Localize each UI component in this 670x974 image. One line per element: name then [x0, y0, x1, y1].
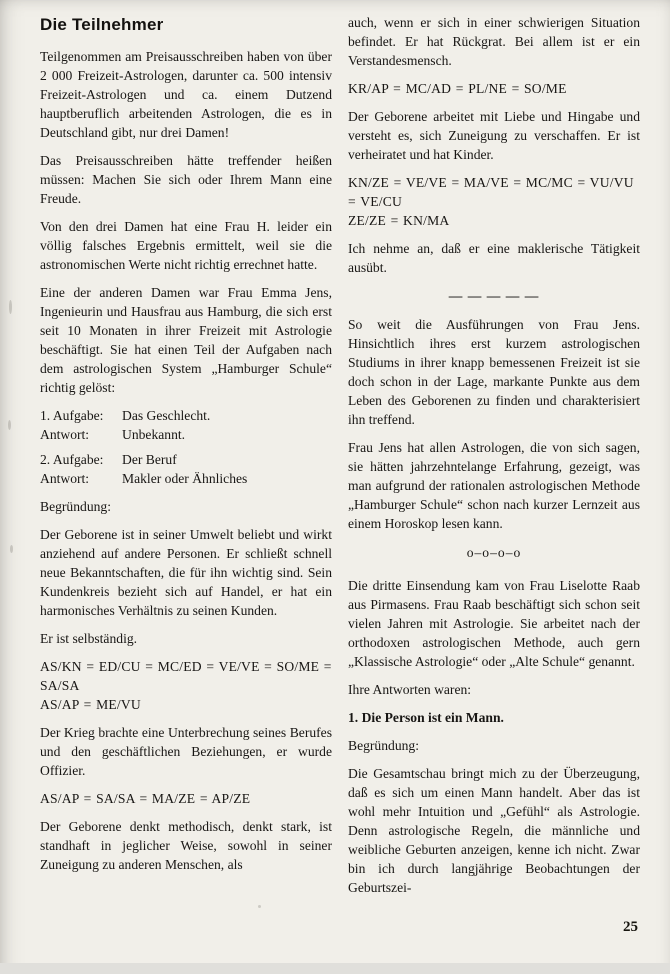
- scan-artifact: [10, 545, 13, 553]
- reasoning-block: [348, 736, 640, 897]
- astrology-formula: KN/ZE = VE/VE = MA/VE = MC/MC = VU/VU = VE/CU: [348, 175, 634, 209]
- paragraph: So weit die Ausführungen von Frau Jens. Hinsichtlich ihres erst kurzem astrologischen Studiums in ihrer knapp bemessenen Freizeit ist sie doch schon in der Lage, markante Punkte aus dem Leben des Geborenen zu finden und charakterisiert ihn treffend.: [348, 317, 640, 427]
- task-answer-list: [40, 406, 332, 488]
- astrology-formula: ZE/ZE = KN/MA: [348, 213, 450, 228]
- answer-label: Antwort:: [40, 427, 90, 442]
- section-heading: Die Teilnehmer: [40, 15, 164, 34]
- paragraph: Eine der anderen Damen war Frau Emma Jens, Ingenieurin und Hausfrau aus Hamburg, die sich erst seit 10 Monaten in ihrer Freizeit mit Astrologie beschäftigt. Sie hat einen Teil der Aufgaben nach dem astrologischen System „Hamburger Schule“ richtig gelöst:: [40, 285, 332, 395]
- scan-artifact: [8, 420, 11, 430]
- task-value: Der Beruf: [122, 452, 177, 467]
- answer-value: Makler oder Ähnliches: [122, 471, 248, 486]
- paragraph: Das Preisausschreiben hätte treffender heißen müssen: Machen Sie sich oder Ihrem Mann eine Freude.: [40, 153, 332, 206]
- reasoning-line: Er ist selbständig.: [40, 631, 138, 646]
- answer-statement: 1. Die Person ist ein Mann.: [348, 710, 504, 725]
- paragraph: auch, wenn er sich in einer schwierigen Situation befindet. Er hat Rückgrat. Bei allem ist er ein Verstandesmensch.: [348, 15, 640, 68]
- task-row: [40, 406, 332, 425]
- answer-value: Unbekannt.: [122, 427, 186, 442]
- astrology-formula: AS/KN = ED/CU = MC/ED = VE/VE = SO/ME = SA/SA: [40, 659, 332, 693]
- answer-label: Antwort:: [40, 471, 90, 486]
- reasoning-label: Begründung:: [348, 738, 419, 753]
- paragraph: Von den drei Damen hat eine Frau H. leider ein völlig falsches Ergebnis ermittelt, weil sie die astronomischen Werte nicht richtig errechnet hatte.: [40, 219, 332, 272]
- answer-row: [40, 469, 332, 488]
- task-row: [40, 450, 332, 469]
- astrology-formula: AS/AP = ME/VU: [40, 697, 141, 712]
- left-column: [40, 13, 332, 906]
- right-column: [348, 13, 640, 906]
- two-column-layout: [40, 13, 640, 906]
- scan-artifact: [9, 300, 12, 314]
- paragraph: Teilgenommen am Preisausschreiben haben von über 2 000 Freizeit-Astrologen, darunter ca. 500 intensiv Freizeit-Astrologen und ca. einem Dutzend hauptberuflich arbeitenden Astrologen, die es in Deutschland gibt, nur drei Damen!: [40, 49, 332, 140]
- paragraph: Frau Jens hat allen Astrologen, die von sich sagen, sie hätten jahrzehntelange Erfahrung, gezeigt, was man aufgrund der rationalen astrologischen Methode „Hamburger Schule“ schon nach kurzer Lernzeit aus einem Horoskop lesen kann.: [348, 440, 640, 531]
- paragraph: Der Krieg brachte eine Unterbrechung seines Berufes und den geschäftlichen Beziehungen, er wurde Offizier.: [40, 725, 332, 778]
- paragraph: Ich nehme an, daß er eine maklerische Tätigkeit ausübt.: [348, 241, 640, 275]
- astrology-formula: AS/AP = SA/SA = MA/ZE = AP/ZE: [40, 791, 251, 806]
- page-number: 25: [623, 919, 638, 935]
- answer-row: [40, 425, 332, 444]
- reasoning-text: Der Geborene ist in seiner Umwelt beliebt und wirkt anziehend auf andere Personen. Er schließt schnell neue Bekanntschaften, die für ihn wichtig sind. Sein Kundenkreis bezieht sich auf Handel, er hat ein harmonisches Verhältnis zu seinen Kunden.: [40, 527, 332, 618]
- task-value: Das Geschlecht.: [122, 408, 211, 423]
- paragraph: Die dritte Einsendung kam von Frau Liselotte Raab aus Pirmasens. Frau Raab beschäftigt sich schon seit vielen Jahren mit Astrologie. Sie arbeitet nach der orthodoxen astrologischen Methode, auch gern „Klassische Astrologie“ oder „Alte Schule“ genannt.: [348, 578, 640, 669]
- reasoning-block: [40, 497, 332, 648]
- reasoning-label: Begründung:: [40, 499, 111, 514]
- scan-artifact: [258, 905, 261, 908]
- reasoning-text: Die Gesamtschau bringt mich zu der Überzeugung, daß es sich um einen Mann handelt. Aber das ist wohl mehr Intuition und „Gefühl“ als Astrologie. Denn astrologische Regeln, die männliche und weibliche Geburten anzeigen, kenne ich nicht. Zwar bin ich durch langjährige Beobachtungen der Geburtszei-: [348, 766, 640, 895]
- scan-edge: [0, 963, 670, 974]
- paragraph: Der Geborene denkt methodisch, denkt stark, ist standhaft in jeglicher Weise, sowohl in seiner Zuneigung zu anderen Menschen, als: [40, 819, 332, 872]
- task-label: 1. Aufgabe:: [40, 408, 104, 423]
- task-label: 2. Aufgabe:: [40, 452, 104, 467]
- answers-intro: Ihre Antworten waren:: [348, 682, 472, 697]
- paragraph: Der Geborene arbeitet mit Liebe und Hingabe und versteht es, sich Zuneigung zu verschaffen. Er ist verheiratet und hat Kinder.: [348, 109, 640, 162]
- dash-separator: — — — — —: [448, 288, 540, 303]
- ornament-separator: o–o–o–o: [466, 545, 522, 560]
- astrology-formula: KR/AP = MC/AD = PL/NE = SO/ME: [348, 81, 567, 96]
